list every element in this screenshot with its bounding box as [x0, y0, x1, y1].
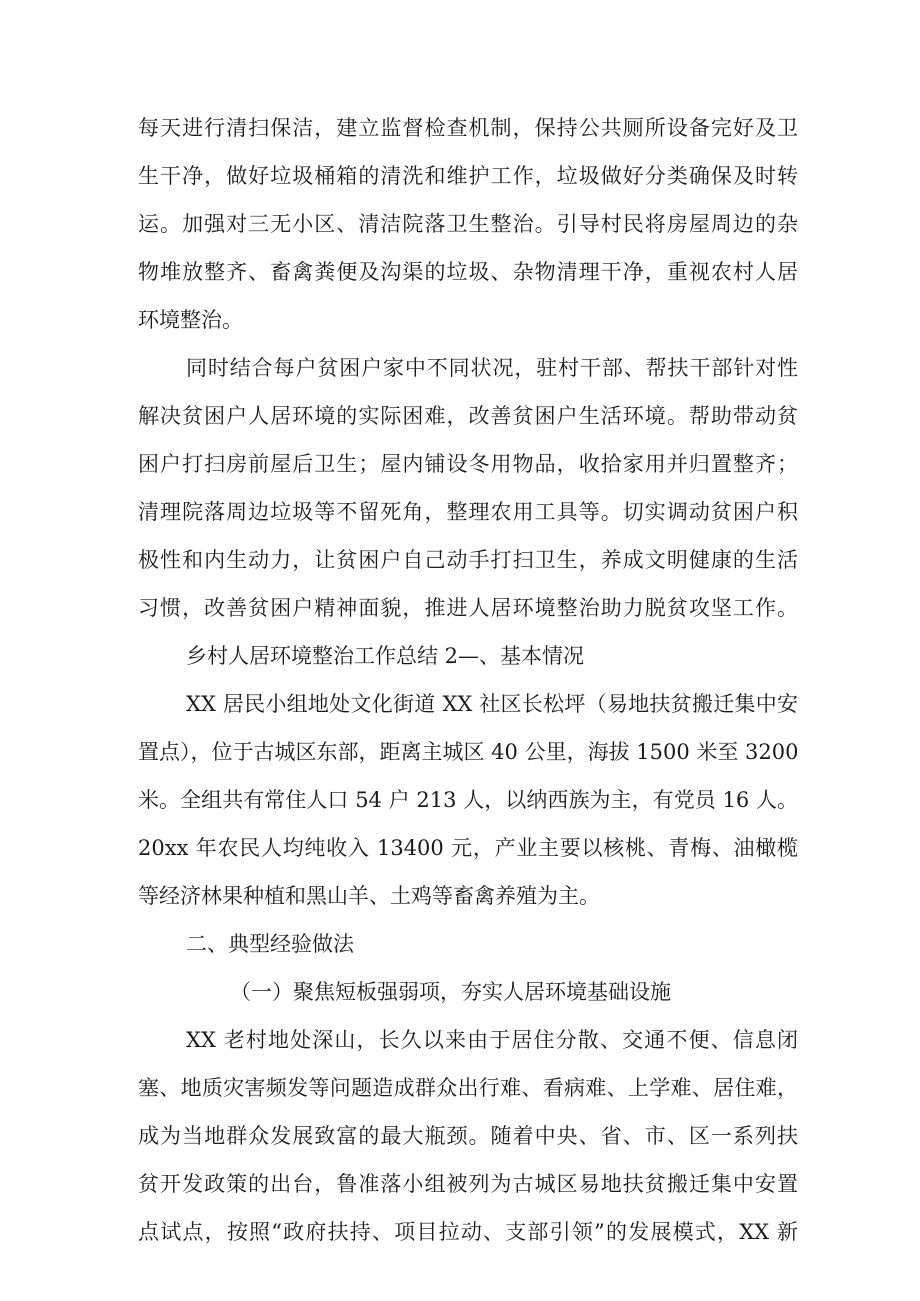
paragraph-line: 物堆放整齐、畜禽粪便及沟渠的垃圾、杂物清理干净，重视农村人居	[138, 260, 798, 284]
paragraph-line: 塞、地质灾害频发等问题造成群众出行难、看病难、上学难、居住难，	[138, 1076, 798, 1100]
paragraph-line: 贫开发政策的出台，鲁准落小组被列为古城区易地扶贫搬迁集中安置	[138, 1172, 798, 1196]
paragraph-line: 习惯，改善贫困户精神面貌，推进人居环境整治助力脱贫攻坚工作。	[138, 596, 798, 620]
paragraph-line: 同时结合每户贫困户家中不同状况，驻村干部、帮扶干部针对性	[186, 356, 798, 380]
paragraph-line: 米。全组共有常住人口 54 户 213 人，以纳西族为主，有党员 16 人。	[138, 788, 798, 812]
paragraph-line: 每天进行清扫保洁，建立监督检查机制，保持公共厕所设备完好及卫	[138, 116, 798, 140]
paragraph-line: 极性和内生动力，让贫困户自己动手打扫卫生，养成文明健康的生活	[138, 548, 798, 572]
paragraph-line: 困户打扫房前屋后卫生；屋内铺设冬用物品，收拾家用并归置整齐；	[138, 452, 798, 476]
subsection-heading: （一）聚焦短板强弱项，夯实人居环境基础设施	[230, 980, 671, 1004]
section-heading: 二、典型经验做法	[186, 932, 354, 956]
paragraph-line: 置点），位于古城区东部，距离主城区 40 公里，海拔 1500 米至 3200	[138, 740, 798, 764]
paragraph-line: XX 老村地处深山，长久以来由于居住分散、交通不便、信息闭	[186, 1028, 798, 1052]
paragraph-line: 点试点，按照“政府扶持、项目拉动、支部引领”的发展模式，XX 新	[138, 1220, 798, 1244]
paragraph-line: 环境整治。	[138, 308, 243, 332]
paragraph-line: 生干净，做好垃圾桶箱的清洗和维护工作，垃圾做好分类确保及时转	[138, 164, 798, 188]
paragraph-line: 运。加强对三无小区、清洁院落卫生整治。引导村民将房屋周边的杂	[138, 212, 798, 236]
paragraph-line: 清理院落周边垃圾等不留死角，整理农用工具等。切实调动贫困户积	[138, 500, 798, 524]
paragraph-line: XX 居民小组地处文化街道 XX 社区长松坪（易地扶贫搬迁集中安	[186, 692, 798, 716]
paragraph-line: 成为当地群众发展致富的最大瓶颈。随着中央、省、市、区一系列扶	[138, 1124, 798, 1148]
paragraph-line: 20xx 年农民人均纯收入 13400 元，产业主要以核桃、青梅、油橄榄	[138, 836, 798, 860]
section-heading: 乡村人居环境整治工作总结 2—、基本情况	[186, 644, 585, 668]
paragraph-line: 等经济林果种植和黑山羊、土鸡等畜禽养殖为主。	[138, 884, 600, 908]
paragraph-line: 解决贫困户人居环境的实际困难，改善贫困户生活环境。帮助带动贫	[138, 404, 798, 428]
